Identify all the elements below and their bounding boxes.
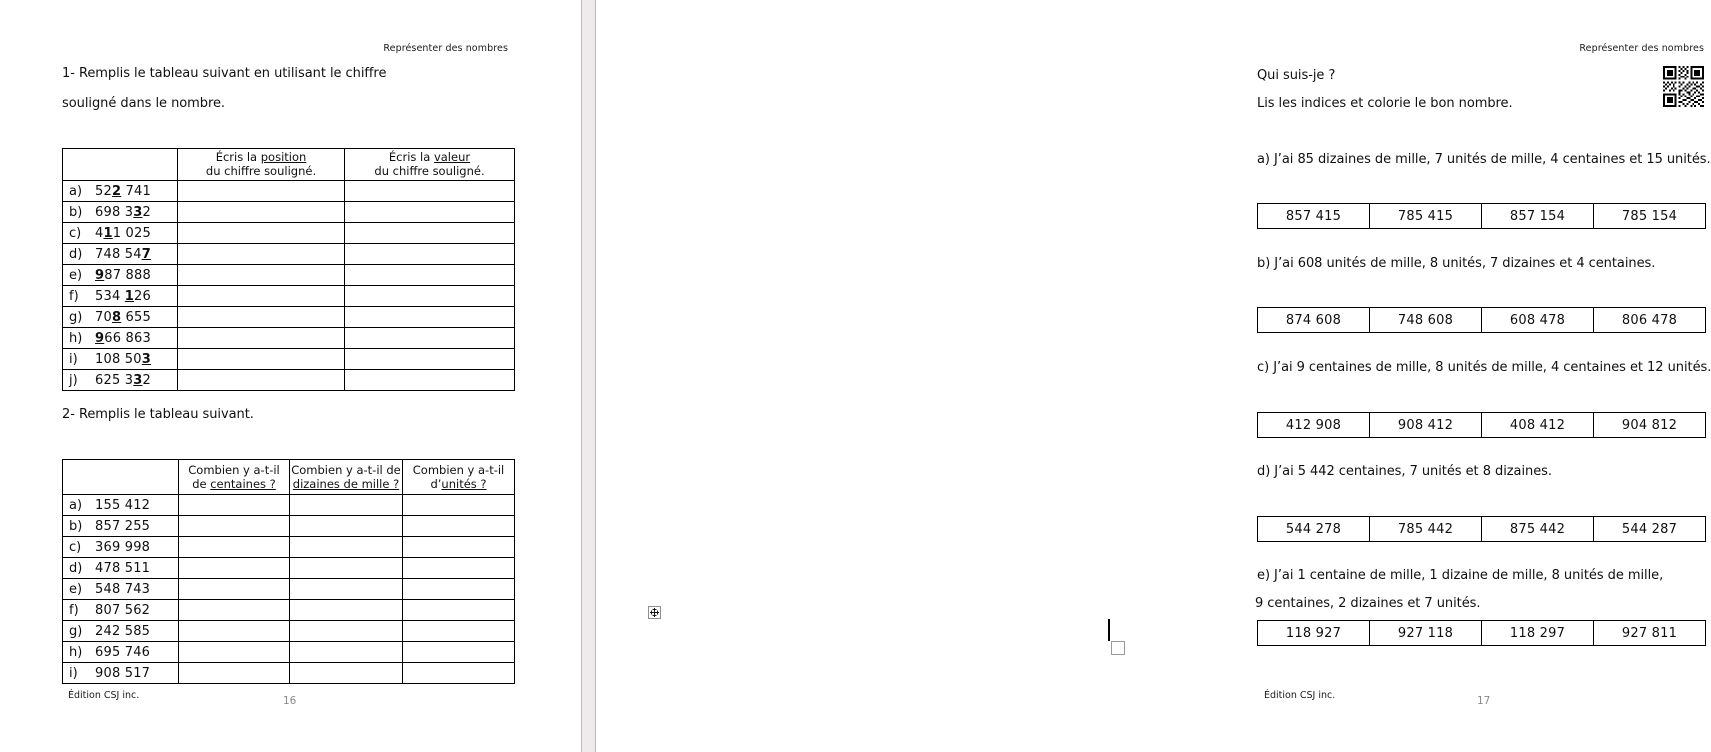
answer-cell-centaines[interactable] [179,495,290,516]
choice-option[interactable]: 908 412 [1370,413,1482,438]
underlined-digit: 3 [133,372,143,388]
table-row [63,495,515,516]
row-number-value: 807 562 [95,602,151,618]
answer-cell-unites[interactable] [403,600,515,621]
document-page-16[interactable] [0,0,581,752]
table-row [63,244,515,265]
answer-cell-position[interactable] [178,370,345,391]
answer-cell-unites[interactable] [403,558,515,579]
row-label: f) [69,288,79,304]
question-e-clue-line2: 9 centaines, 2 dizaines et 7 unités. [1255,596,1481,611]
answer-cell-position[interactable] [178,181,345,202]
table-row [63,307,515,328]
table-row [63,642,515,663]
row-label: d) [69,560,83,576]
row-number-value: 242 585 [95,623,151,639]
choice-option[interactable]: 118 297 [1482,621,1594,646]
underlined-digit: 3 [141,351,151,367]
answer-cell-position[interactable] [178,349,345,370]
table-row [63,202,515,223]
row-number-cell [63,579,179,600]
row-label: a) [69,183,83,199]
row-number-value: 748 547 [95,246,151,262]
header-position-keyword: position [260,150,307,164]
exercise2-instruction: 2- Remplis le tableau suivant. [62,407,254,422]
answer-cell-value[interactable] [345,223,515,244]
row-label: f) [69,602,79,618]
row-number-cell [63,223,178,244]
footer-credit-right: Édition CSJ inc. [1264,690,1336,701]
header-unites-qmark: ? [476,477,487,491]
header-centaines-qmark: ? [266,477,276,491]
row-number-value: 522 741 [95,183,151,199]
answer-cell-unites[interactable] [403,579,515,600]
table-row [1258,517,1706,542]
answer-cell-centaines[interactable] [179,663,290,684]
answer-cell-position[interactable] [178,307,345,328]
answer-cell-position[interactable] [178,328,345,349]
row-number-value: 698 332 [95,204,151,220]
underlined-digit: 3 [133,204,143,220]
row-number-value: 625 332 [95,372,151,388]
row-number-value: 708 655 [95,309,151,325]
row-label: a) [69,497,83,513]
row-number-value: 155 412 [95,497,151,513]
choice-option[interactable]: 806 478 [1594,308,1706,333]
table-row [1258,204,1706,229]
header-unites-keyword: unités [441,477,477,491]
row-label: i) [69,665,78,681]
answer-cell-value[interactable] [345,202,515,223]
footer-page-number-left: 16 [283,695,297,707]
answer-cell-unites[interactable] [403,537,515,558]
answer-cell-dizaines-de-mille[interactable] [290,663,403,684]
answer-cell-unites[interactable] [403,495,515,516]
header-dizaines-keyword: dizaines de mille [292,477,390,491]
header-centaines-line1: Combien y a-t-il [188,463,280,477]
choice-option[interactable]: 785 442 [1370,517,1482,542]
header-unites-line1: Combien y a-t-il [412,463,505,477]
answer-cell-position[interactable] [178,244,345,265]
answer-cell-centaines[interactable] [179,642,290,663]
answer-cell-position[interactable] [178,223,345,244]
answer-cell-value[interactable] [345,265,515,286]
table-row [63,265,515,286]
answer-cell-dizaines-de-mille[interactable] [290,600,403,621]
row-label: g) [69,623,83,639]
table-row [63,370,515,391]
question-d-clue: d) J’ai 5 442 centaines, 7 unités et 8 dizaines. [1257,464,1552,479]
header-position [178,149,345,181]
row-number-value: 548 743 [95,581,151,597]
exercise1-instruction-line2: souligné dans le nombre. [62,96,226,111]
running-header-right: Représenter des nombres [1579,43,1704,54]
answer-cell-value[interactable] [345,181,515,202]
answer-cell-dizaines-de-mille[interactable] [290,558,403,579]
table-row [63,600,515,621]
choice-option[interactable]: 748 608 [1370,308,1482,333]
answer-cell-value[interactable] [345,328,515,349]
choice-option[interactable]: 875 442 [1482,517,1594,542]
table-row [63,223,515,244]
header-value-line1-a: Écris la [388,150,434,164]
answer-cell-dizaines-de-mille[interactable] [290,642,403,663]
header-blank [63,149,178,181]
answer-cell-centaines[interactable] [179,600,290,621]
answer-cell-value[interactable] [345,244,515,265]
answer-cell-position[interactable] [178,286,345,307]
choice-option[interactable]: 544 278 [1258,517,1370,542]
answer-choices-a[interactable] [1257,203,1706,229]
header-position-line2: du chiffre souligné. [205,163,317,178]
document-page-17[interactable] [596,0,1711,752]
row-number-cell [63,370,178,391]
header-value-line2: du chiffre souligné. [374,163,485,178]
position-value-table[interactable] [62,148,515,391]
header-dizaines-qmark: ? [389,477,400,491]
table-row [63,516,515,537]
choice-option[interactable]: 118 927 [1258,621,1370,646]
answer-cell-centaines[interactable] [179,579,290,600]
row-label: g) [69,309,83,325]
choice-option[interactable]: 874 608 [1258,308,1370,333]
answer-cell-position[interactable] [178,265,345,286]
question-e-clue-line1: e) J’ai 1 centaine de mille, 1 dizaine de mille, 8 unités de mille, [1257,568,1664,583]
choice-option[interactable]: 408 412 [1482,413,1594,438]
table-row [1258,308,1706,333]
row-number-cell [63,181,178,202]
row-label: c) [69,539,82,555]
question-b-clue: b) J’ai 608 unités de mille, 8 unités, 7 dizaines et 4 centaines. [1257,256,1656,271]
question-c-clue: c) J’ai 9 centaines de mille, 8 unités de mille, 4 centaines et 12 unités. [1257,360,1711,375]
table-row [63,537,515,558]
header-blank [63,460,179,495]
row-number-cell [63,202,178,223]
table-row [63,558,515,579]
answer-cell-dizaines-de-mille[interactable] [290,495,403,516]
row-number-cell [63,558,179,579]
row-number-cell [63,286,178,307]
header-value-keyword: valeur [433,150,471,164]
answer-cell-dizaines-de-mille[interactable] [290,516,403,537]
row-number-cell [63,663,179,684]
answer-cell-unites[interactable] [403,621,515,642]
answer-cell-centaines[interactable] [179,558,290,579]
underlined-digit: 1 [103,225,113,241]
right-page-subtitle: Lis les indices et colorie le bon nombre. [1257,96,1513,111]
running-header-left: Représenter des nombres [383,43,508,54]
header-centaines-keyword: centaines [210,477,267,491]
underlined-digit: 2 [111,183,122,199]
answer-cell-centaines[interactable] [179,516,290,537]
answer-cell-centaines[interactable] [179,537,290,558]
answer-cell-value[interactable] [345,370,515,391]
header-dizaines-de-mille [290,460,403,495]
qr-code-icon[interactable] [1663,66,1704,107]
row-number-cell [63,642,179,663]
row-label: e) [69,581,83,597]
footer-credit-left: Édition CSJ inc. [68,690,140,701]
row-label: e) [69,267,83,283]
row-label: b) [69,204,83,220]
answer-cell-unites[interactable] [403,663,515,684]
row-number-value: 534 126 [95,288,151,304]
row-number-value: 857 255 [95,518,151,534]
table-move-handle-icon[interactable] [648,606,661,619]
row-number-value: 695 746 [95,644,151,660]
choice-option[interactable]: 857 415 [1258,204,1370,229]
row-number-value: 966 863 [95,330,151,346]
answer-cell-value[interactable] [345,349,515,370]
answer-cell-centaines[interactable] [179,621,290,642]
choice-option[interactable]: 927 811 [1594,621,1706,646]
answer-cell-value[interactable] [345,286,515,307]
row-label: h) [69,644,83,660]
header-dizaines-line1: Combien y a-t-il de [291,463,401,477]
table-row [63,181,515,202]
header-value [345,149,515,181]
how-many-table[interactable] [62,459,515,684]
row-number-cell [63,600,179,621]
row-label: j) [69,372,78,388]
row-label: d) [69,246,83,262]
header-centaines [179,460,290,495]
choice-option[interactable]: 785 154 [1594,204,1706,229]
choice-option[interactable]: 904 812 [1594,413,1706,438]
row-number-cell [63,537,179,558]
choice-option[interactable]: 412 908 [1258,413,1370,438]
choice-option[interactable]: 608 478 [1482,308,1594,333]
row-number-cell [63,621,179,642]
answer-cell-value[interactable] [345,307,515,328]
row-number-cell [63,265,178,286]
table-resize-handle[interactable] [1111,641,1125,655]
underlined-digit: 8 [111,309,122,325]
exercise1-instruction-line1: 1- Remplis le tableau suivant en utilisant le chiffre [62,66,387,81]
row-label: i) [69,351,78,367]
row-number-cell [63,495,179,516]
table-row [63,579,515,600]
text-cursor-caret [1108,619,1110,641]
choice-option[interactable]: 785 415 [1370,204,1482,229]
table-row [63,286,515,307]
row-label: h) [69,330,83,346]
header-unites [403,460,515,495]
underlined-digit: 7 [141,246,151,262]
underlined-digit: 1 [124,288,134,304]
table-row [63,663,515,684]
answer-choices-d[interactable] [1257,516,1706,542]
footer-page-number-right: 17 [1477,695,1491,707]
row-number-value: 478 511 [95,560,151,576]
question-a-clue: a) J’ai 85 dizaines de mille, 7 unités de mille, 4 centaines et 15 unités. [1257,152,1711,167]
row-number-cell [63,328,178,349]
table-header-row [63,149,515,181]
table-row [63,328,515,349]
answer-choices-c[interactable] [1257,412,1706,438]
answer-cell-dizaines-de-mille[interactable] [290,537,403,558]
row-number-value: 411 025 [95,225,151,241]
row-number-cell [63,307,178,328]
page-separator-gap [581,0,596,752]
table-row [63,349,515,370]
answer-cell-unites[interactable] [403,642,515,663]
header-centaines-line2-a: de [192,477,211,491]
table-row [63,621,515,642]
row-number-value: 987 888 [95,267,151,283]
header-position-line1-a: Écris la [215,150,261,164]
underlined-digit: 9 [95,267,105,283]
underlined-digit: 9 [95,330,105,346]
answer-cell-unites[interactable] [403,516,515,537]
row-number-cell [63,516,179,537]
row-number-cell [63,349,178,370]
choice-option[interactable]: 857 154 [1482,204,1594,229]
answer-cell-dizaines-de-mille[interactable] [290,579,403,600]
row-number-value: 908 517 [95,665,151,681]
row-number-value: 369 998 [95,539,151,555]
table-row [1258,413,1706,438]
answer-choices-b[interactable] [1257,307,1706,333]
choice-option[interactable]: 544 287 [1594,517,1706,542]
row-label: b) [69,518,83,534]
header-unites-line2-a: d’ [430,477,442,491]
right-page-title: Qui suis-je ? [1257,68,1336,83]
choice-option[interactable]: 927 118 [1370,621,1482,646]
row-number-value: 108 503 [95,351,151,367]
answer-cell-position[interactable] [178,202,345,223]
table-row [1258,621,1706,646]
row-number-cell [63,244,178,265]
answer-choices-e[interactable] [1257,620,1706,646]
answer-cell-dizaines-de-mille[interactable] [290,621,403,642]
row-label: c) [69,225,82,241]
table-header-row [63,460,515,495]
